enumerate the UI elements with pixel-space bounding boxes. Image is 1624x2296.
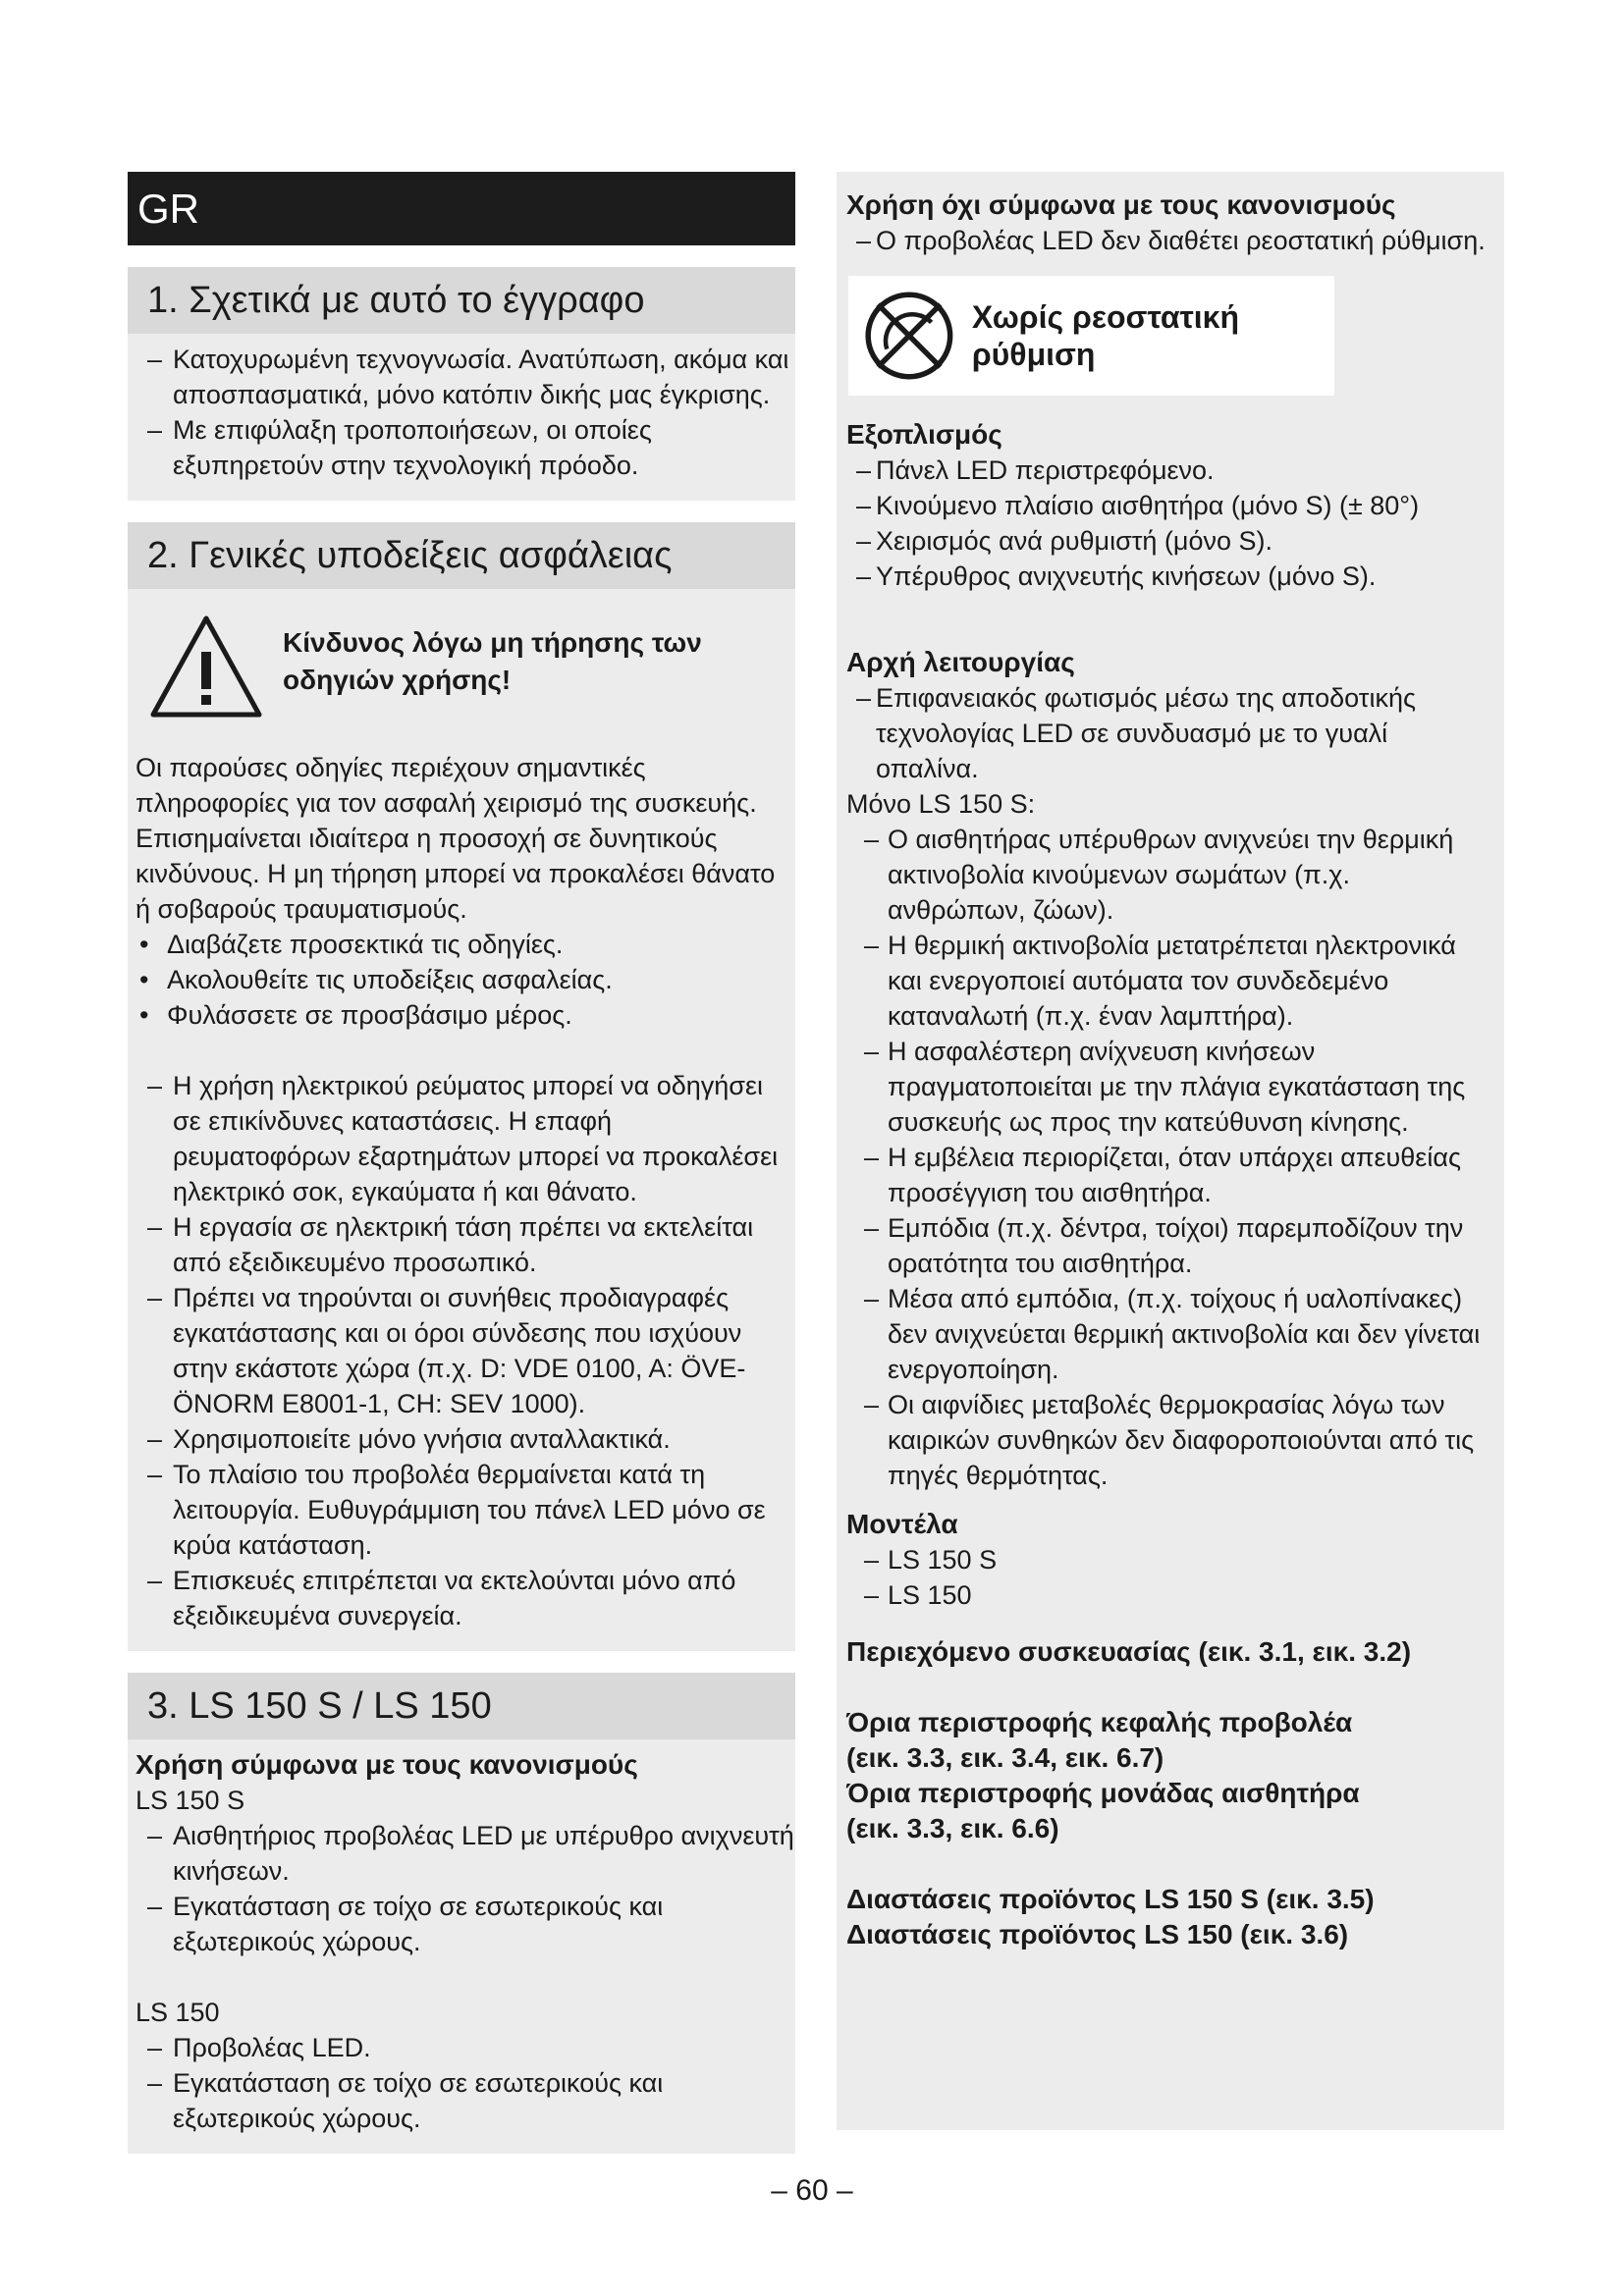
principle-items (846, 680, 1494, 786)
safety-items (135, 1068, 795, 1633)
list-item-text: Το πλαίσιο του προβολέα θερμαίνεται κατά τη λειτουργία. Ευθυγράμμιση του πάνελ LED μόνο σε κρύα κατάσταση. (173, 1460, 766, 1560)
list-item (846, 680, 1494, 786)
intended-use-heading: Χρήση σύμφωνα με τους κανονισμούς (135, 1749, 638, 1780)
list-item-text: Εγκατάσταση σε τοίχο σε εσωτερικούς και εξωτερικούς χώρους. (173, 1892, 664, 1956)
list-item (135, 962, 795, 997)
section-product (128, 1673, 795, 2154)
list-item (135, 1209, 795, 1280)
misuse-heading: Χρήση όχι σύμφωνα με τους κανονισμούς (846, 189, 1396, 220)
list-item-text: Μέσα από εμπόδια, (π.χ. τοίχους ή υαλοπίνακες) δεν ανιχνεύεται θερμική ακτινοβολία και δεν γίνεται ενεργοποίηση. (888, 1284, 1481, 1384)
list-item (135, 2065, 795, 2136)
page-number: – 60 – (771, 2174, 853, 2207)
list-item (135, 1457, 795, 1563)
list-item (135, 1068, 795, 1209)
section-1-list (128, 334, 795, 501)
dash: – (147, 1821, 163, 1850)
safety-intro: Οι παρούσες οδηγίες περιέχουν σημαντικές πληροφορίες για τον ασφαλή χειρισμό της συσκευής. Επισημαίνεται ιδιαίτερα η προσοχή σε δυνητικούς κινδύνους. Η μη τήρηση μπορεί να προκαλέσει θάνατο ή σοβαρούς τραυματισμούς. (135, 753, 776, 924)
dash: – (864, 825, 880, 854)
list-item (135, 1818, 795, 1889)
section-about-document (128, 267, 795, 501)
list-item (846, 453, 1494, 488)
list-item (846, 559, 1494, 594)
list-item (846, 1387, 1494, 1493)
dims-ls150: Διαστάσεις προϊόντος LS 150 (εικ. 3.6) (846, 1919, 1349, 1949)
list-item-text: Ο αισθητήρας υπέρυθρων ανιχνεύει την θερμική ακτινοβολία κινούμενων σωμάτων (π.χ. ανθρώπων, ζώων). (888, 825, 1454, 925)
list-item (135, 1280, 795, 1421)
list-item (135, 1563, 795, 1633)
list-item (135, 927, 795, 962)
equipment-items (846, 453, 1494, 594)
dash: – (147, 1283, 163, 1312)
package-contents: Περιεχόμενο συσκευασίας (εικ. 3.1, εικ. 3.2) (846, 1636, 1412, 1667)
list-item (135, 997, 795, 1033)
dash: – (864, 1545, 880, 1575)
list-item (846, 523, 1494, 559)
ls150-items (135, 2030, 795, 2136)
misuse-items (846, 223, 1494, 258)
dash: – (864, 1390, 880, 1419)
list-item-text: Αισθητήριος προβολέας LED με υπέρυθρο ανιχνευτή κινήσεων. (173, 1821, 794, 1886)
list-item (135, 342, 795, 412)
only-s-items (846, 822, 1494, 1493)
list-item (846, 1577, 1494, 1613)
dash: – (864, 931, 880, 960)
dash: – (147, 1212, 163, 1242)
warning-triangle-icon (147, 613, 265, 721)
principle-heading: Αρχή λειτουργίας (846, 647, 1075, 677)
list-item-text: Οι αιφνίδιες μεταβολές θερμοκρασίας λόγω των καιρικών συνθηκών δεν διαφοροποιούνται από τις πηγές θερμότητας. (888, 1390, 1475, 1490)
list-item-text: Επισκευές επιτρέπεται να εκτελούνται μόνο από εξειδικευμένα συνεργεία. (173, 1566, 736, 1630)
dash: – (864, 1213, 880, 1243)
rotation-sensor-line2: (εικ. 3.3, εικ. 6.6) (846, 1813, 1059, 1843)
list-item-text: Κατοχυρωμένη τεχνογνωσία. Ανατύπωση, ακόμα και αποσπασματικά, μόνο κατόπιν δικής μας έγκρισης. (173, 345, 789, 409)
warning-text: Κίνδυνος λόγω μη τήρησης των οδηγιών χρήσης! (283, 627, 702, 695)
dims-ls150s: Διαστάσεις προϊόντος LS 150 S (εικ. 3.5) (846, 1884, 1375, 1914)
equipment-heading: Εξοπλισμός (846, 419, 1002, 450)
dash: – (856, 526, 872, 556)
list-item-text: Με επιφύλαξη τροποποιήσεων, οι οποίες εξυπηρετούν στην τεχνολογική πρόοδο. (173, 415, 652, 480)
language-header: GR (128, 172, 795, 245)
list-item-text: Υπέρυθρος ανιχνευτής κινήσεων (μόνο S). (876, 561, 1377, 591)
list-item-text: Διαβάζετε προσεκτικά τις οδηγίες. (167, 930, 564, 959)
list-item (135, 412, 795, 483)
dash: – (147, 1566, 163, 1595)
list-item (135, 1421, 795, 1457)
bullet: • (139, 1000, 149, 1030)
list-item-text: Εμπόδια (π.χ. δέντρα, τοίχοι) παρεμποδίζουν την ορατότητα του αισθητήρα. (888, 1213, 1464, 1278)
list-item (846, 223, 1494, 258)
list-item-text: Η εργασία σε ηλεκτρική τάση πρέπει να εκτελείται από εξειδικευμένο προσωπικό. (173, 1212, 754, 1277)
dash: – (147, 345, 163, 374)
list-item-text: LS 150 (888, 1580, 972, 1610)
rotation-head-line2: (εικ. 3.3, εικ. 3.4, εικ. 6.7) (846, 1742, 1164, 1773)
section-3-title: 3. LS 150 S / LS 150 (128, 1673, 795, 1739)
section-2-title: 2. Γενικές υποδείξεις ασφάλειας (128, 522, 795, 589)
dash: – (147, 1892, 163, 1921)
list-item-text: Χειρισμός ανά ρυθμιστή (μόνο S). (876, 526, 1272, 556)
dash: – (147, 1071, 163, 1100)
models-items (846, 1542, 1494, 1613)
right-column (837, 172, 1504, 2130)
dash: – (856, 455, 872, 485)
list-item-text: Ο προβολέας LED δεν διαθέτει ρεοστατική ρύθμιση. (876, 226, 1486, 255)
bullet: • (139, 965, 149, 994)
list-item (135, 2030, 795, 2065)
list-item-text: Επιφανειακός φωτισμός μέσω της αποδοτικής τεχνολογίας LED σε συνδυασμό με το γυαλί οπαλίνα. (876, 683, 1416, 783)
no-dimmer-icon (860, 282, 958, 390)
warning-block (128, 589, 795, 750)
list-item-text: Ακολουθείτε τις υποδείξεις ασφαλείας. (167, 965, 613, 994)
list-item (135, 1889, 795, 1959)
list-item-text: Κινούμενο πλαίσιο αισθητήρα (μόνο S) (± 80°) (876, 491, 1420, 520)
no-dimmer-box (848, 276, 1334, 396)
list-item-text: Φυλάσσετε σε προσβάσιμο μέρος. (167, 1000, 572, 1030)
list-item (846, 1210, 1494, 1281)
dash: – (147, 1460, 163, 1489)
left-column (128, 172, 795, 2154)
dash: – (856, 561, 872, 591)
list-item-text: Η εμβέλεια περιορίζεται, όταν υπάρχει απευθείας προσέγγιση του αισθητήρα. (888, 1143, 1461, 1207)
dash: – (864, 1143, 880, 1172)
dash: – (856, 226, 872, 255)
models-heading: Μοντέλα (846, 1509, 958, 1539)
only-s-label: Μόνο LS 150 S: (846, 789, 1036, 819)
dash: – (147, 2033, 163, 2062)
list-item (846, 1281, 1494, 1387)
list-item (846, 488, 1494, 523)
bullet: • (139, 930, 149, 959)
dash: – (147, 415, 163, 445)
rotation-head-line1: Όρια περιστροφής κεφαλής προβολέα (846, 1707, 1353, 1737)
rotation-sensor-line1: Όρια περιστροφής μονάδας αισθητήρα (846, 1778, 1360, 1808)
list-item-text: Πρέπει να τηρούνται οι συνήθεις προδιαγραφές εγκατάστασης και οι όροι σύνδεσης που ισχύουν στην εκάστοτε χώρα (π.χ. D: VDE 0100, A: ÖVE-ÖNORM E8001-1, CH: SEV 1000). (173, 1283, 746, 1418)
list-item-text: Χρησιμοποιείτε μόνο γνήσια ανταλλακτικά. (173, 1424, 671, 1454)
list-item-text: Η θερμική ακτινοβολία μετατρέπεται ηλεκτρονικά και ενεργοποιεί αυτόματα τον συνδεδεμένο καταναλωτή (π.χ. έναν λαμπτήρα). (888, 931, 1456, 1031)
list-item (846, 1542, 1494, 1577)
list-item (846, 822, 1494, 928)
list-item-text: LS 150 S (888, 1545, 998, 1575)
section-1-title: 1. Σχετικά με αυτό το έγγραφο (128, 267, 795, 334)
ls150s-items (135, 1818, 795, 1959)
ls150s-label: LS 150 S (135, 1786, 245, 1815)
dash: – (864, 1580, 880, 1610)
list-item (846, 928, 1494, 1034)
list-item-text: Πάνελ LED περιστρεφόμενο. (876, 455, 1215, 485)
no-dimmer-label: Χωρίς ρεοστατική ρύθμιση (971, 299, 1240, 372)
list-item (846, 1140, 1494, 1210)
dash: – (856, 491, 872, 520)
dash: – (147, 2068, 163, 2098)
list-item-text: Προβολέας LED. (173, 2033, 371, 2062)
dash: – (864, 1284, 880, 1313)
list-item-text: Η ασφαλέστερη ανίχνευση κινήσεων πραγματοποιείται με την πλάγια εγκατάσταση της συσκευής ως προς την κατεύθυνση κίνησης. (888, 1037, 1466, 1137)
ls150-label: LS 150 (135, 1998, 220, 2027)
dash: – (147, 1424, 163, 1454)
dash: – (864, 1037, 880, 1066)
list-item-text: Εγκατάσταση σε τοίχο σε εσωτερικούς και εξωτερικούς χώρους. (173, 2068, 664, 2133)
list-item-text: Η χρήση ηλεκτρικού ρεύματος μπορεί να οδηγήσει σε επικίνδυνες καταστάσεις. Η επαφή ρευματοφόρων εξαρτημάτων μπορεί να προκαλέσει ηλεκτρικό σοκ, εγκαύματα ή και θάνατο. (173, 1071, 779, 1206)
list-item (846, 1034, 1494, 1140)
section-safety (128, 522, 795, 1651)
dash: – (856, 683, 872, 713)
safety-bullets (135, 927, 795, 1033)
